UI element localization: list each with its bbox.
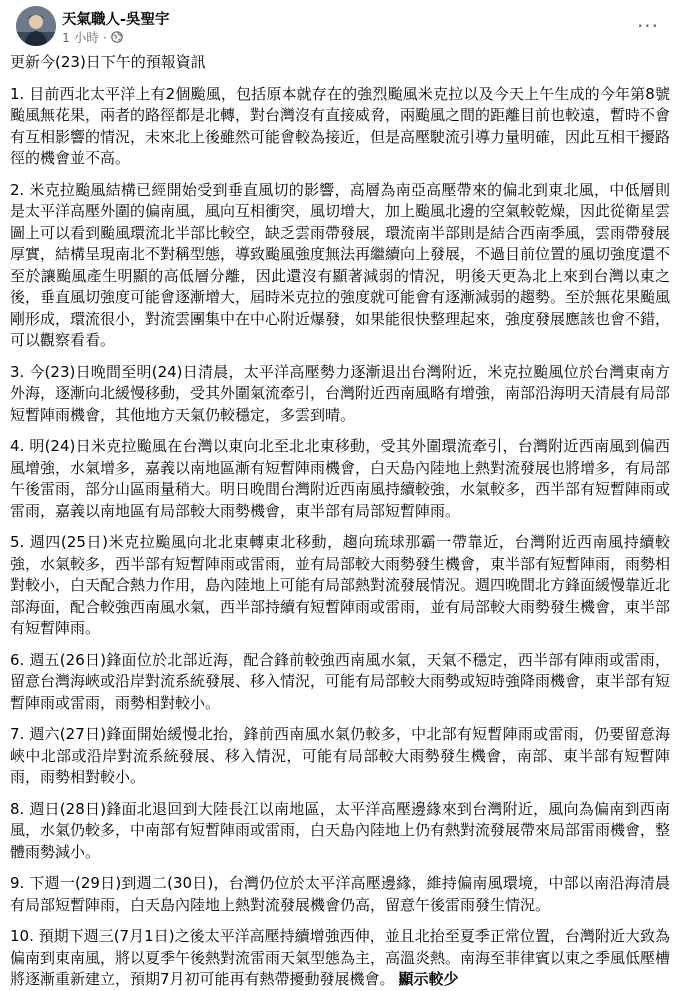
globe-icon[interactable] <box>111 31 123 43</box>
forecast-paragraph: 5. 週四(25日)米克拉颱風向北北東轉東北移動，趨向琉球那霸一帶靠近，台灣附近西南風持續較強，水氣較多，西半部有短暫陣雨或雷雨，並有局部較大雨勢發生機會，東半部有短暫陣雨，雨勢相對較小，白天配合熱力作用，島內陸地上可能有局部熱對流發展情況。週四晚間北方鋒面緩慢靠近北部海面，配合較強西南風水氣，西半部持續有短暫陣雨或雷雨，並有局部較大雨勢發生機會，東半部有短暫陣雨。 <box>10 533 671 637</box>
forecast-paragraph: 3. 今(23)日晚間至明(24)日清晨，太平洋高壓勢力逐漸退出台灣附近，米克拉颱風位於台灣東南方外海，逐漸向北緩慢移動，受其外圍氣流牽引，台灣附近西南風略有增強，南部沿海明天清晨有局部短暫陣雨機會，其他地方天氣仍較穩定，多雲到晴。 <box>10 362 671 424</box>
post-body <box>10 52 670 991</box>
post-intro: 更新今(23)日下午的預報資訊 <box>10 53 206 71</box>
post-header <box>16 6 662 46</box>
forecast-paragraph: 1. 目前西北太平洋上有2個颱風，包括原本就存在的強烈颱風米克拉以及今天上午生成的今年第8號颱風無花果，兩者的路徑都是北轉，對台灣沒有直接威脅，兩颱風之間的距離目前也較遠，暫時不會有互相影響的情況，未來北上後雖然可能會較為接近，但是高壓駛流引導力量明確，因此互相干擾路徑的機會並不高。 <box>10 84 671 167</box>
see-less-link[interactable]: 顯示較少 <box>398 970 459 988</box>
forecast-paragraph: 9. 下週一(29日)到週二(30日)，台灣仍位於太平洋高壓邊緣，維持偏南風環境，中部以南沿海清晨有局部短暫陣雨，白天島內陸地上熱對流發展機會仍高，留意午後雷雨發生情況。 <box>10 874 670 914</box>
forecast-paragraph: 6. 週五(26日)鋒面位於北部近海，配合鋒前較強西南風水氣，天氣不穩定，西半部有陣雨或雷雨，留意台灣海峽或沿岸對流系統發展、移入情況，可能有局部較大雨勢或短時強降雨機會，東半部有短暫陣雨或雷雨，雨勢相對較小。 <box>10 650 671 712</box>
post-meta <box>62 28 123 46</box>
more-options-button[interactable] <box>634 12 662 40</box>
forecast-paragraph: 7. 週六(27日)鋒面開始緩慢北抬，鋒前西南風水氣仍較多，中北部有短暫陣雨或雷雨，仍要留意海峽中北部或沿岸對流系統發展、移入情況，可能有局部較大雨勢發生機會，南部、東半部有短暫陣雨，雨勢相對較小。 <box>10 725 670 786</box>
ellipsis-icon: ··· <box>636 14 660 38</box>
forecast-paragraph-text: 10. 預期下週三(7月1日)之後太平洋高壓持續增強西伸，並且北抬至夏季正常位置，台灣附近大致為偏南到東南風，將以夏季午後熱對流雷雨天氣型態為主，高溫炎熱。南海至菲律賓以東之季風低壓槽將逐漸重新建立，預期7月初可能再有熱帶擾動發展機會。 <box>10 927 671 988</box>
forecast-paragraph-last <box>10 926 670 991</box>
forecast-paragraph: 4. 明(24)日米克拉颱風在台灣以東向北至北北東移動，受其外圍環流牽引，台灣附近西南風到偏西風增強，水氣增多，嘉義以南地區漸有短暫陣雨機會，白天島內陸地上熱對流發展也將增多，有局部午後雷雨，部分山區雨量稍大。明日晚間台灣附近西南風持續較強，水氣較多，西半部有短暫陣雨或雷雨，嘉義以南地區有局部較大雨勢機會，東半部有局部短暫陣雨。 <box>10 437 671 520</box>
post-timestamp[interactable]: 1 小時 <box>62 30 99 45</box>
meta-separator: · <box>102 29 107 45</box>
forecast-paragraph: 2. 米克拉颱風結構已經開始受到垂直風切的影響，高層為南亞高壓帶來的偏北到東北風，中低層則是太平洋高壓外圍的偏南風，風向互相衝突，風切增大，加上颱風北邊的空氣較乾燥，因此從衛星雲圖上可以看到颱風環流北半部比較空，缺乏雲雨帶發展，環流南半部則是結合西南季風，雲雨帶發展厚實，結構呈現南北不對稱型態，導致颱風強度無法再繼續向上發展，不過目前位置的風切強度還不至於讓颱風產生明顯的高低層分離，因此還沒有顯著減弱的情況，明後天更為北上來到台灣以東之後，垂直風切強度可能會逐漸增大，屆時米克拉的強度就可能會有逐漸減弱的趨勢。至於無花果颱風剛形成，環流很小，對流雲團集中在中心附近爆發，如果能很快整理起來，強度發展應該也會不錯，可以觀察看看。 <box>10 180 671 349</box>
author-name[interactable]: 天氣職人-吳聖宇 <box>62 12 170 28</box>
avatar-photo-icon <box>16 6 56 46</box>
forecast-paragraph: 8. 週日(28日)鋒面北退回到大陸長江以南地區，太平洋高壓邊緣來到台灣附近，風向為偏南到西南風，水氣仍較多，中南部有短暫陣雨或雷雨，白天島內陸地上仍有熱對流發展帶來局部雷雨機會，整體雨勢減小。 <box>10 799 671 861</box>
avatar[interactable] <box>16 6 56 46</box>
